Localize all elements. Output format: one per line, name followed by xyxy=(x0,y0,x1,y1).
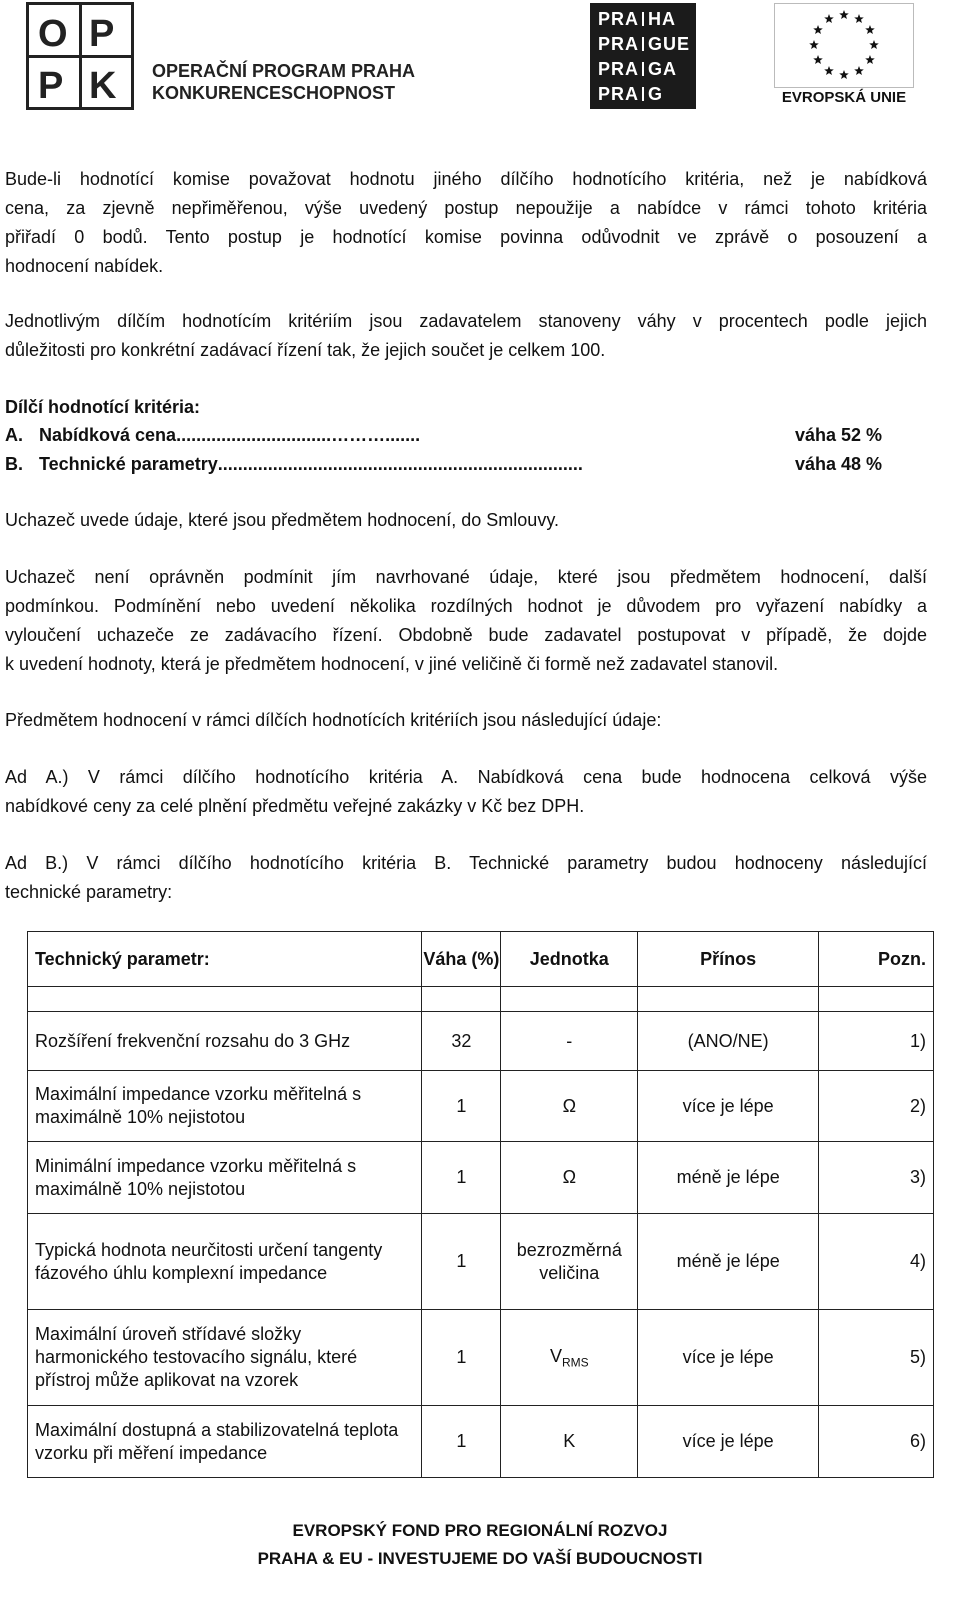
table-cell-note: 4) xyxy=(819,1214,934,1310)
opp-logo-letter-3: P xyxy=(38,65,64,107)
table-cell-unit: K xyxy=(501,1406,638,1478)
eu-star xyxy=(854,66,864,75)
paragraph-ad-a xyxy=(5,763,927,821)
criteria-dots: ......................................................................... xyxy=(217,454,583,474)
unit-subscript: RMS xyxy=(561,1355,589,1370)
eu-star xyxy=(809,40,819,49)
criteria-letter: A. xyxy=(5,425,23,445)
eu-star xyxy=(839,70,849,79)
paragraph-line: k uvedení hodnoty, která je předmětem hodnocení, v jiné veličině či formě než zadavatel stanovil. xyxy=(5,654,779,674)
eu-star xyxy=(839,10,849,19)
praha-logo-separator xyxy=(642,62,644,76)
praha-logo-cell: PRA xyxy=(598,9,640,29)
criteria-dots: ...............................………....... xyxy=(176,425,421,445)
table-cell-weight: 1 xyxy=(422,1214,501,1310)
table-spacer-row xyxy=(28,987,934,1012)
table-cell-param: Rozšíření frekvenční rozsahu do 3 GHz xyxy=(28,1012,422,1071)
opp-logo-divider-horizontal xyxy=(29,55,131,58)
table-cell-benefit: méně je lépe xyxy=(638,1142,819,1214)
criteria-item-b xyxy=(5,451,883,477)
table-cell-unit: Ω xyxy=(501,1071,638,1142)
table-header-cell: Pozn. xyxy=(819,932,934,987)
table-spacer-cell xyxy=(638,987,819,1012)
eu-stars-icon xyxy=(774,3,914,88)
table-cell-benefit: méně je lépe xyxy=(638,1214,819,1310)
table-header-cell: Jednotka xyxy=(501,932,638,987)
eu-star xyxy=(824,66,834,75)
praha-logo-row xyxy=(590,31,696,57)
paragraph-smlouva xyxy=(5,506,927,535)
eu-logo xyxy=(774,3,914,109)
praha-logo-cell: GUE xyxy=(648,34,691,54)
paragraph-predmet xyxy=(5,706,927,735)
opp-logo-line-1: OPERAČNÍ PROGRAM PRAHA xyxy=(152,61,416,81)
eu-star xyxy=(865,55,875,64)
praha-logo xyxy=(590,3,696,109)
table-spacer-cell xyxy=(819,987,934,1012)
praha-logo-cell: PRA xyxy=(598,34,640,54)
table-cell-note: 3) xyxy=(819,1142,934,1214)
table-header-cell: Váha (%) xyxy=(422,932,501,987)
table-cell-unit xyxy=(501,1310,638,1406)
table-cell-note: 5) xyxy=(819,1310,934,1406)
praha-logo-separator xyxy=(642,37,644,51)
table-cell-weight: 1 xyxy=(422,1310,501,1406)
table-cell-benefit: více je lépe xyxy=(638,1310,819,1406)
table-cell-param: Minimální impedance vzorku měřitelná s maximálně 10% nejistotou xyxy=(28,1142,422,1214)
criteria-label: Technické parametry xyxy=(39,454,218,474)
eu-star xyxy=(813,55,823,64)
table-cell-weight: 32 xyxy=(422,1012,501,1071)
table-cell-weight: 1 xyxy=(422,1071,501,1142)
paragraph-line: Ad A.) V rámci dílčího hodnotícího kritéria A. Nabídková cena bude hodnocena celková výše xyxy=(5,767,927,787)
opp-logo-line-2: KONKURENCESCHOPNOST xyxy=(152,83,396,103)
eu-star xyxy=(813,25,823,34)
paragraph-line: Jednotlivým dílčím hodnotícím kritériím jsou zadavatelem stanoveny váhy v procentech podle jejich xyxy=(5,311,927,331)
table-header-cell: Přínos xyxy=(638,932,819,987)
table-row xyxy=(28,1406,934,1478)
praha-logo-row xyxy=(590,56,696,82)
paragraph-line: Předmětem hodnocení v rámci dílčích hodnotících kritériích jsou následující údaje: xyxy=(5,710,662,730)
table-cell-param: Maximální úroveň střídavé složky harmonického testovacího signálu, které přístroj může aplikovat na vzorek xyxy=(28,1310,422,1406)
eu-star xyxy=(869,40,879,49)
paragraph-line: Ad B.) V rámci dílčího hodnotícího kritéria B. Technické parametry budou hodnoceny následující xyxy=(5,853,927,873)
praha-logo-separator xyxy=(642,12,644,26)
paragraph-line: Bude-li hodnotící komise považovat hodnotu jiného dílčího hodnotícího kritéria, než je nabídková xyxy=(5,169,927,189)
paragraph-line: přiřadí 0 bodů. Tento postup je hodnotící komise povinna odůvodnit ve zprávě o posouzení a xyxy=(5,227,927,247)
table-cell-note: 1) xyxy=(819,1012,934,1071)
opp-logo-letter-2: P xyxy=(89,13,115,55)
paragraph-line: podmínkou. Podmínění nebo uvedení několika rozdílných hodnot je důvodem pro vyřazení nabídky a xyxy=(5,596,927,616)
praha-logo-cell: GA xyxy=(648,59,677,79)
criteria-letter: B. xyxy=(5,454,23,474)
opp-logo-letter-1: O xyxy=(38,13,68,55)
paragraph-line: důležitosti pro konkrétní zadávací řízení tak, že jejich součet je celkem 100. xyxy=(5,340,606,360)
table-cell-benefit: více je lépe xyxy=(638,1406,819,1478)
table-cell-benefit: více je lépe xyxy=(638,1071,819,1142)
table-cell-unit: - xyxy=(501,1012,638,1071)
table-cell-note: 2) xyxy=(819,1071,934,1142)
paragraph-podminky xyxy=(5,563,927,679)
table-cell-param: Typická hodnota neurčitosti určení tangenty fázového úhlu komplexní impedance xyxy=(28,1214,422,1310)
table-cell-param: Maximální impedance vzorku měřitelná s maximálně 10% nejistotou xyxy=(28,1071,422,1142)
table-cell-benefit: (ANO/NE) xyxy=(638,1012,819,1071)
table-cell-weight: 1 xyxy=(422,1142,501,1214)
table-cell-param: Maximální dostupná a stabilizovatelná teplota vzorku při měření impedance xyxy=(28,1406,422,1478)
opp-logo-letter-4: K xyxy=(89,65,117,107)
paragraph-line: Uchazeč není oprávněn podmínit jím navrhované údaje, které jsou předmětem hodnocení, další xyxy=(5,567,927,587)
table-cell-unit: Ω xyxy=(501,1142,638,1214)
table-spacer-cell xyxy=(28,987,422,1012)
criteria-heading: Dílčí hodnotící kritéria: xyxy=(5,397,201,417)
unit-symbol: V xyxy=(549,1345,562,1366)
opp-logo-text xyxy=(152,60,415,104)
criteria-label: Nabídková cena xyxy=(39,425,177,445)
table-cell-note: 6) xyxy=(819,1406,934,1478)
praha-logo-cell: PRA xyxy=(598,59,640,79)
table-spacer-cell xyxy=(422,987,501,1012)
praha-logo-row xyxy=(590,81,696,107)
criteria-weight: váha 48 % xyxy=(795,454,883,474)
table-cell-weight: 1 xyxy=(422,1406,501,1478)
table-row xyxy=(28,1310,934,1406)
eu-star xyxy=(854,14,864,23)
footer-line-1: EVROPSKÝ FOND PRO REGIONÁLNÍ ROZVOJ xyxy=(292,1521,668,1540)
criteria-weight: váha 52 % xyxy=(795,425,883,445)
paragraph-line: Uchazeč uvede údaje, které jsou předmětem hodnocení, do Smlouvy. xyxy=(5,510,559,530)
eu-star xyxy=(865,25,875,34)
criteria-item-a xyxy=(5,422,883,448)
praha-logo-separator xyxy=(642,87,644,101)
praha-logo-cell: G xyxy=(648,84,664,104)
table-cell-unit: bezrozměrná veličina xyxy=(501,1214,638,1310)
paragraph-vahy xyxy=(5,307,927,365)
table-spacer-cell xyxy=(501,987,638,1012)
paragraph-ad-b xyxy=(5,849,927,907)
praha-logo-row xyxy=(590,6,696,32)
technical-parameters-table xyxy=(27,931,934,1478)
footer-line-2: PRAHA & EU - INVESTUJEME DO VAŠÍ BUDOUCNOSTI xyxy=(257,1549,703,1568)
praha-logo-cell: PRA xyxy=(598,84,640,104)
table-row xyxy=(28,1071,934,1142)
paragraph-line: nabídkové ceny za celé plnění předmětu veřejné zakázky v Kč bez DPH. xyxy=(5,796,585,816)
paragraph-null-bod xyxy=(5,165,927,281)
praha-logo-cell: HA xyxy=(648,9,676,29)
eu-star xyxy=(824,14,834,23)
table-header-row xyxy=(28,932,934,987)
table-header-cell: Technický parametr: xyxy=(28,932,422,987)
paragraph-line: cena, za zjevně nepřiměřenou, výše uvedený postup nepoužije a nabídce v rámci tohoto kritéria xyxy=(5,198,927,218)
opp-logo-mark xyxy=(26,2,134,110)
table-row xyxy=(28,1012,934,1071)
paragraph-line: technické parametry: xyxy=(5,882,173,902)
paragraph-line: hodnocení nabídek. xyxy=(5,256,164,276)
paragraph-line: vyloučení uchazeče ze zadávacího řízení. Obdobně bude zadavatel postupovat v případě, že dojde xyxy=(5,625,927,645)
eu-logo-label: EVROPSKÁ UNIE xyxy=(781,89,907,106)
table-row xyxy=(28,1142,934,1214)
table-row xyxy=(28,1214,934,1310)
